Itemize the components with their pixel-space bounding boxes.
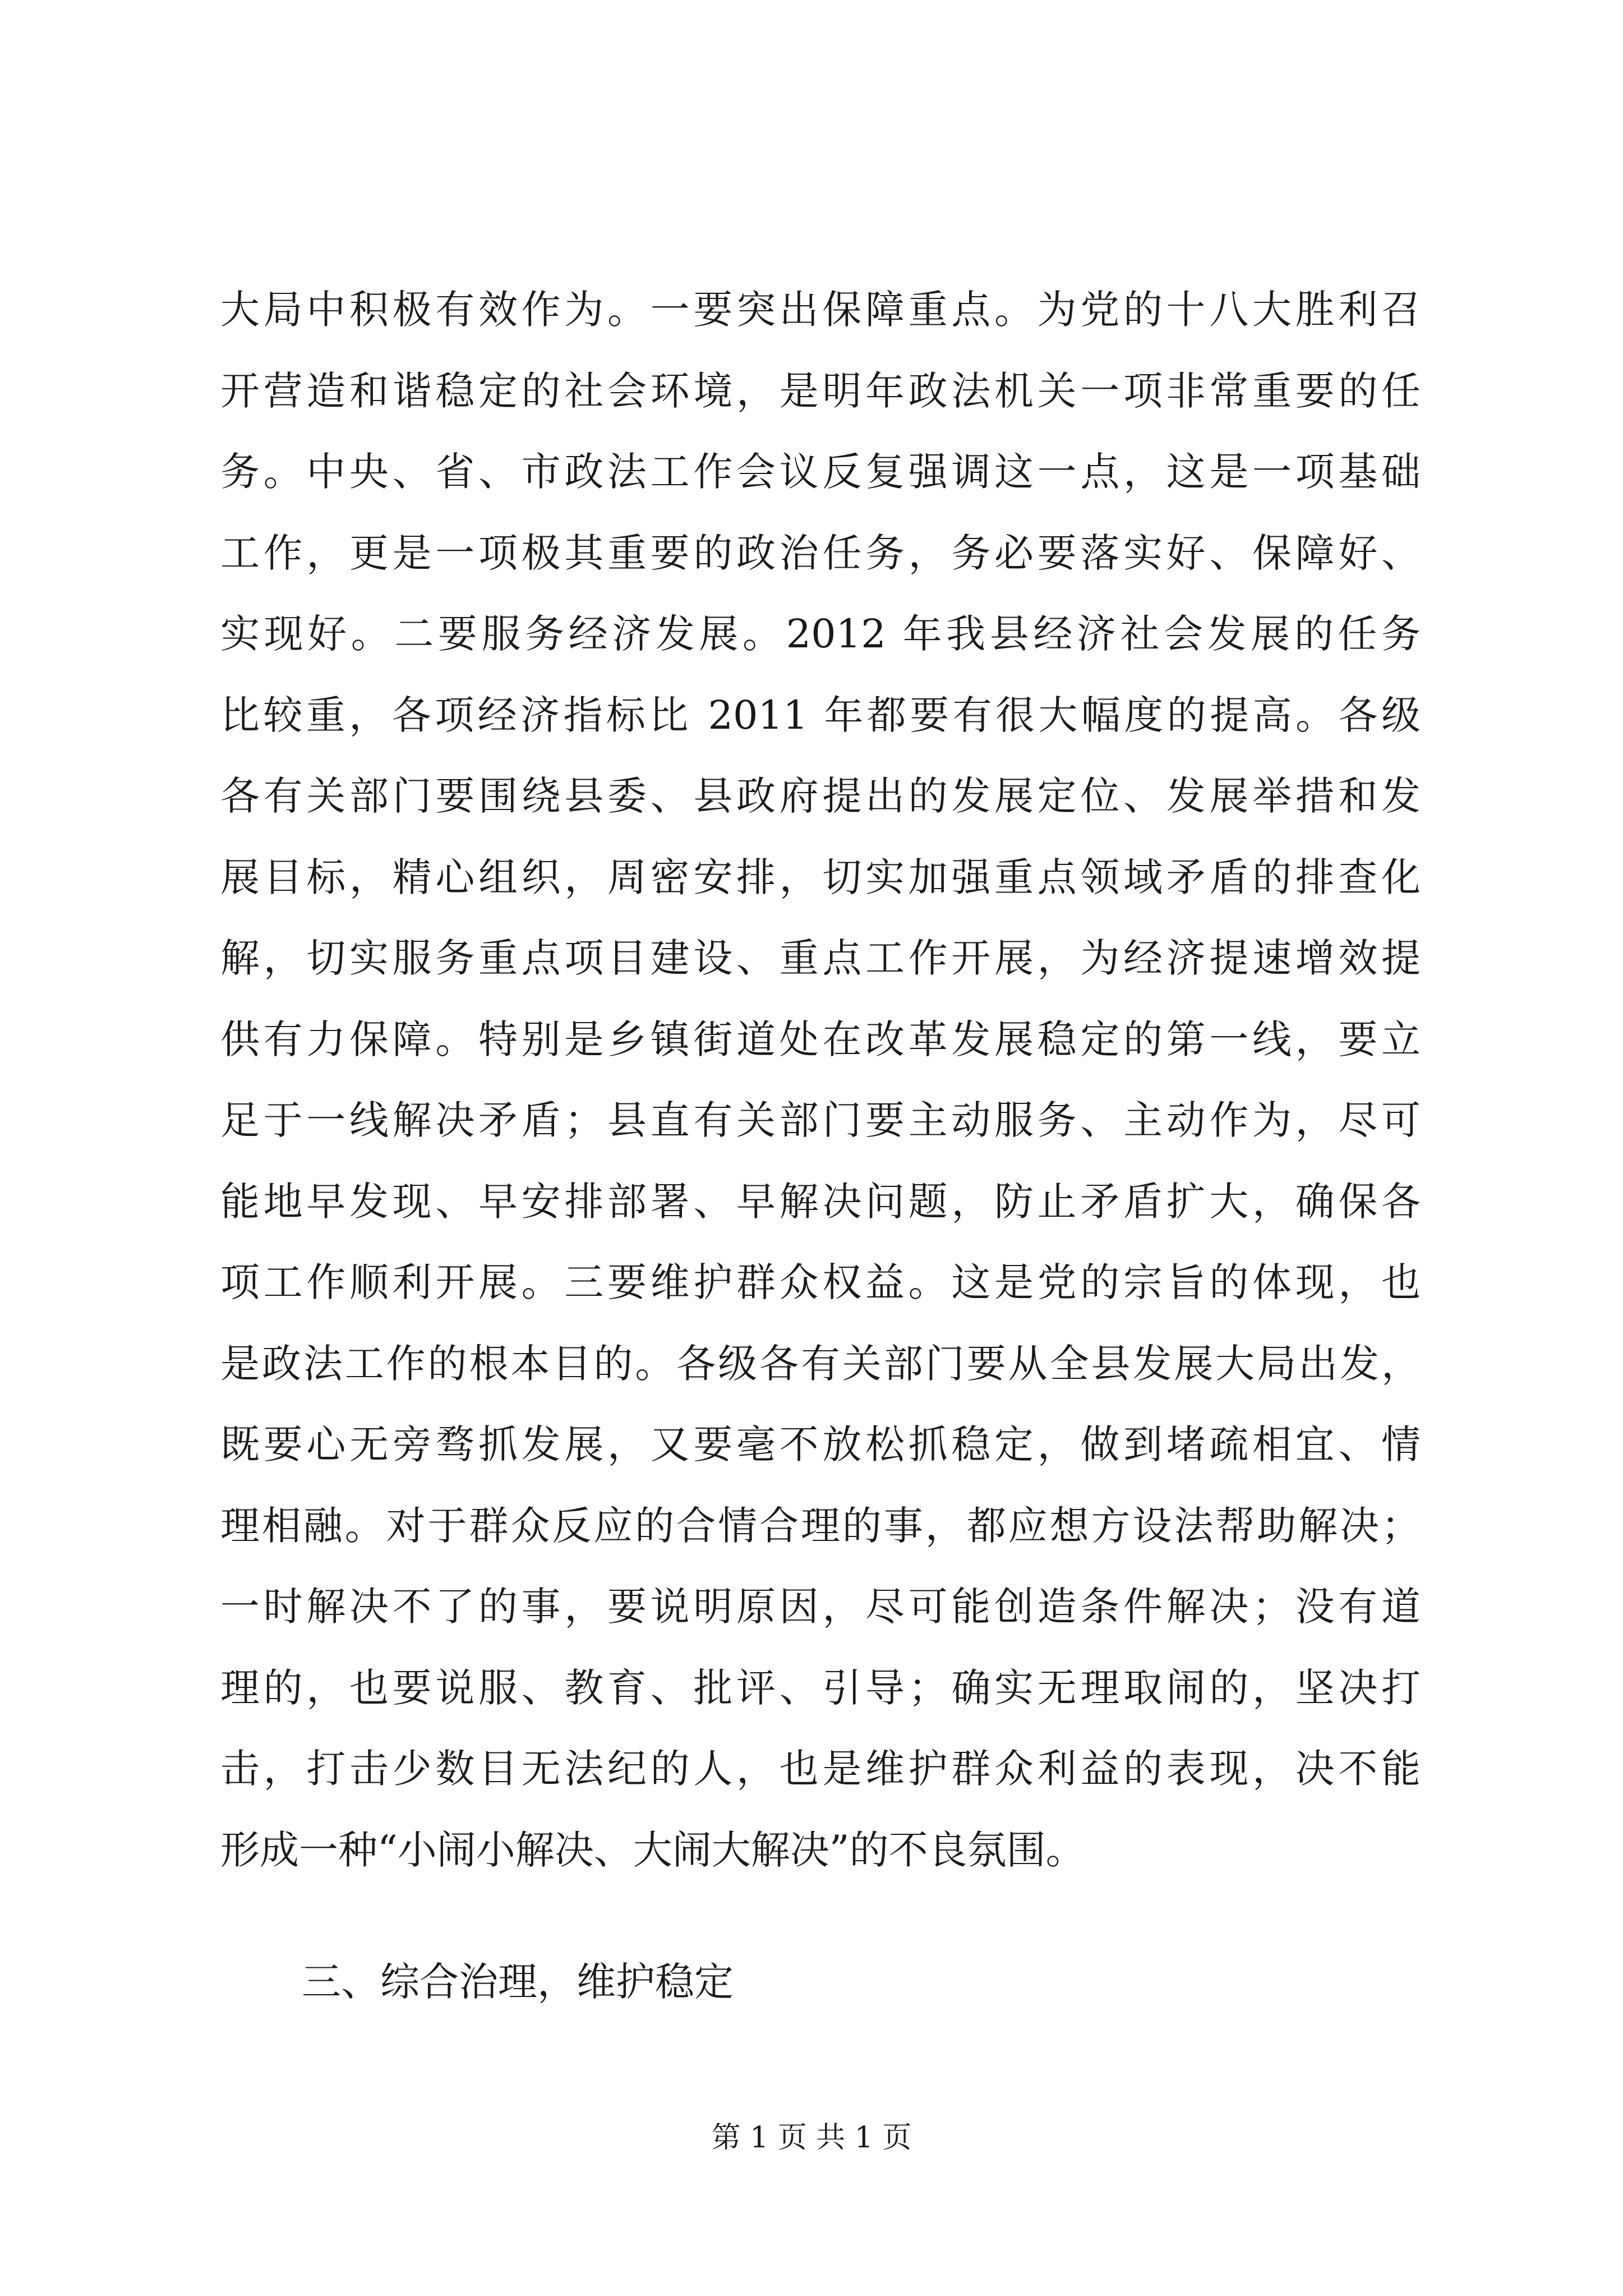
- text-line: 一时解决不了的事，要说明原因，尽可能创造条件解决；没有道: [220, 1584, 1421, 1630]
- text-line: 比较重，各项经济指标比 2011 年都要有很大幅度的提高。各级: [220, 692, 1421, 738]
- text-line: 开营造和谐稳定的社会环境，是明年政法机关一项非常重要的任: [220, 367, 1421, 414]
- text-line: 是政法工作的根本目的。各级各有关部门要从全县发展大局出发，: [220, 1340, 1421, 1387]
- text-line: 形成一种“小闹小解决、大闹大解决”的不良氛围。: [220, 1826, 1085, 1873]
- page-footer: 第 1 页 共 1 页: [711, 2121, 912, 2155]
- text-line: 击，打击少数目无法纪的人，也是维护群众利益的表现，决不能: [220, 1746, 1421, 1792]
- text-line: 工作，更是一项极其重要的政治任务，务必要落实好、保障好、: [220, 530, 1421, 576]
- text-line: 项工作顺利开展。三要维护群众权益。这是党的宗旨的体现，也: [220, 1259, 1421, 1305]
- text-line: 实现好。二要服务经济发展。2012 年我县经济社会发展的任务: [220, 611, 1421, 657]
- text-line: 足于一线解决矛盾；县直有关部门要主动服务、主动作为，尽可: [220, 1097, 1421, 1143]
- text-line: 既要心无旁骛抓发展，又要毫不放松抓稳定，做到堵疏相宜、情: [220, 1421, 1421, 1467]
- text-line: 展目标，精心组织，周密安排，切实加强重点领域矛盾的排查化: [220, 854, 1421, 900]
- body-paragraph: [220, 269, 1421, 1890]
- text-line: 理的，也要说服、教育、批评、引导；确实无理取闹的，坚决打: [220, 1664, 1421, 1711]
- text-line: 理相融。对于群众反应的合情合理的事，都应想方设法帮助解决；: [220, 1502, 1421, 1549]
- text-line: 务。中央、省、市政法工作会议反复强调这一点，这是一项基础: [220, 449, 1421, 495]
- text-line: 各有关部门要围绕县委、县政府提出的发展定位、发展举措和发: [220, 773, 1421, 819]
- text-line: 大局中积极有效作为。一要突出保障重点。为党的十八大胜利召: [220, 287, 1421, 333]
- text-line: 能地早发现、早安排部署、早解决问题，防止矛盾扩大，确保各: [220, 1178, 1421, 1225]
- section-heading: 三、综合治理，维护稳定: [302, 1959, 734, 2005]
- text-line: 解，切实服务重点项目建设、重点工作开展，为经济提速增效提: [220, 935, 1421, 981]
- text-line: 供有力保障。特别是乡镇街道处在改革发展稳定的第一线，要立: [220, 1016, 1421, 1062]
